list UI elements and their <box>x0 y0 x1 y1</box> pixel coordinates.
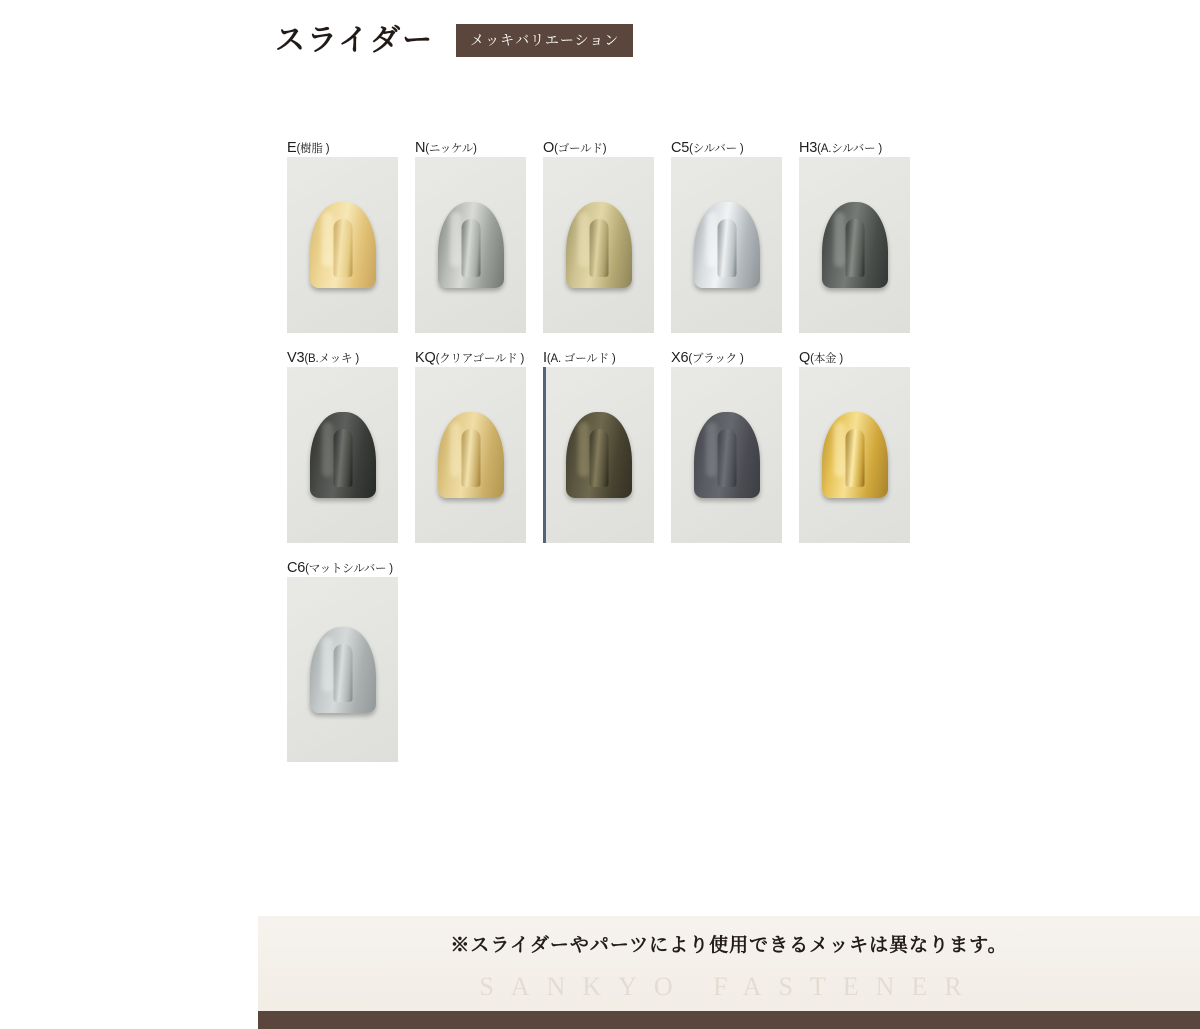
swatch-label-o <box>543 141 654 157</box>
swatch-code: N <box>415 140 426 156</box>
page-title: スライダー <box>275 23 435 57</box>
swatch-image-o <box>543 157 654 333</box>
header-badge: メッキバリエーション <box>456 24 633 57</box>
swatch-kana: (本金 ) <box>810 353 843 365</box>
swatch-code: V3 <box>287 350 305 366</box>
swatch-cell-q[interactable] <box>799 351 910 543</box>
slider-icon <box>694 412 760 498</box>
swatch-kana: (A.シルバー ) <box>817 143 882 155</box>
swatch-cell-e[interactable] <box>287 141 398 333</box>
swatch-image-i <box>543 367 654 543</box>
swatch-kana: (マットシルバー ) <box>305 563 393 575</box>
slider-icon <box>310 412 376 498</box>
swatch-kana: (ニッケル) <box>425 143 477 155</box>
slider-icon <box>694 202 760 288</box>
swatch-row <box>287 141 929 333</box>
swatch-row <box>287 561 929 762</box>
swatch-image-x6 <box>671 367 782 543</box>
swatch-code: E <box>287 140 297 156</box>
swatch-cell-o[interactable] <box>543 141 654 333</box>
slider-icon <box>822 202 888 288</box>
swatch-label-h3 <box>799 141 910 157</box>
swatch-image-kq <box>415 367 526 543</box>
swatch-code: C5 <box>671 140 690 156</box>
swatch-cell-n[interactable] <box>415 141 526 333</box>
swatch-code: O <box>543 140 555 156</box>
swatch-label-v3 <box>287 351 398 367</box>
swatch-kana: (ブラック ) <box>688 353 744 365</box>
swatch-cell-c6[interactable] <box>287 561 398 762</box>
swatch-image-e <box>287 157 398 333</box>
slider-icon <box>438 412 504 498</box>
swatch-cell-x6[interactable] <box>671 351 782 543</box>
swatch-code: KQ <box>415 350 436 366</box>
slider-icon <box>566 412 632 498</box>
slider-icon <box>310 627 376 713</box>
swatch-row <box>287 351 929 543</box>
swatch-image-n <box>415 157 526 333</box>
page-header <box>275 24 633 57</box>
swatch-code: C6 <box>287 560 306 576</box>
swatch-cell-h3[interactable] <box>799 141 910 333</box>
swatch-label-x6 <box>671 351 782 367</box>
swatch-kana: (クリアゴールド ) <box>435 353 525 365</box>
swatch-label-n <box>415 141 526 157</box>
swatch-image-q <box>799 367 910 543</box>
swatch-kana: (ゴールド) <box>554 143 607 155</box>
swatch-label-kq <box>415 351 526 367</box>
swatch-cell-c5[interactable] <box>671 141 782 333</box>
swatch-kana: (A. ゴールド ) <box>546 353 616 365</box>
swatch-kana: (シルバー ) <box>689 143 744 155</box>
slider-icon <box>438 202 504 288</box>
swatch-image-c6 <box>287 577 398 762</box>
slider-icon <box>822 412 888 498</box>
footer-note: ※スライダーやパーツにより使用できるメッキは異なります。 <box>450 935 1008 956</box>
footer-bar <box>258 1011 1200 1029</box>
swatch-label-q <box>799 351 910 367</box>
swatch-cell-kq[interactable] <box>415 351 526 543</box>
swatch-image-h3 <box>799 157 910 333</box>
swatch-cell-i[interactable] <box>543 351 654 543</box>
slider-icon <box>566 202 632 288</box>
swatch-label-c5 <box>671 141 782 157</box>
swatch-label-e <box>287 141 398 157</box>
swatch-code: X6 <box>671 350 689 366</box>
swatch-kana: (B.メッキ ) <box>304 353 359 365</box>
plating-variation-grid <box>287 141 929 780</box>
swatch-image-c5 <box>671 157 782 333</box>
swatch-label-i <box>543 351 654 367</box>
footer-wordmark: SANKYO FASTENER <box>479 972 979 1001</box>
slider-icon <box>310 202 376 288</box>
swatch-cell-v3[interactable] <box>287 351 398 543</box>
swatch-code: I <box>543 350 547 366</box>
swatch-code: H3 <box>799 140 818 156</box>
swatch-code: Q <box>799 350 811 366</box>
swatch-kana: (樹脂 ) <box>296 143 330 155</box>
swatch-image-v3 <box>287 367 398 543</box>
swatch-label-c6 <box>287 561 398 577</box>
